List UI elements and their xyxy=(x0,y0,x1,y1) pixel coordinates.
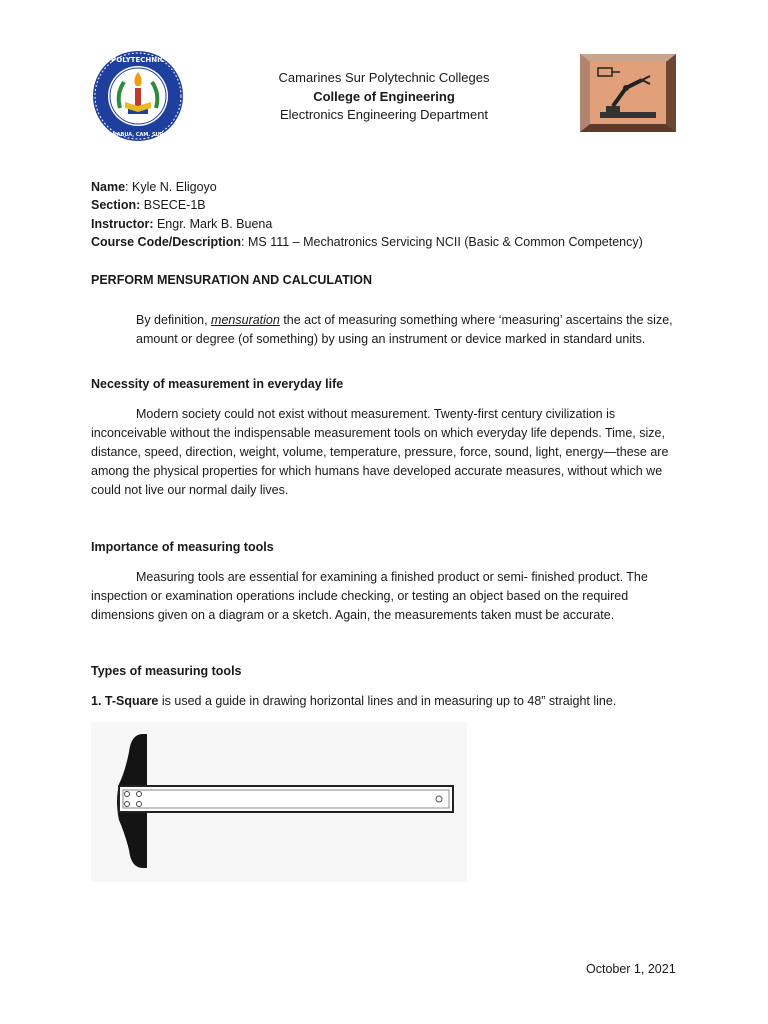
document-date: October 1, 2021 xyxy=(586,962,676,976)
definition-paragraph: By definition, mensuration the act of measuring something where ‘measuring’ ascertains the size, amount or degree (of something) by using an instrument or device marked in standard units. xyxy=(136,313,673,346)
svg-text:NABUA, CAM. SUR: NABUA, CAM. SUR xyxy=(112,132,164,138)
importance-paragraph: Measuring tools are essential for examining a finished product or semi- finished product. The inspection or examination operations include checking, or testing an object based on the required dimensions given on a diagram or a sketch. Again, the measurements taken must be accurate. xyxy=(91,570,648,622)
college-name: College of Engineering xyxy=(313,89,455,104)
mensuration-term: mensuration xyxy=(211,313,280,327)
svg-text:POLYTECHNIC: POLYTECHNIC xyxy=(111,56,165,64)
document-title: PERFORM MENSURATION AND CALCULATION xyxy=(91,273,372,287)
importance-heading: Importance of measuring tools xyxy=(91,540,274,554)
types-heading: Types of measuring tools xyxy=(91,664,242,678)
department-name: Electronics Engineering Department xyxy=(279,107,489,122)
necessity-heading: Necessity of measurement in everyday life xyxy=(91,377,344,391)
course-description: Course Code/Description: MS 111 – Mechatronics Servicing NCII (Basic & Common Competency) xyxy=(91,235,643,249)
t-square-image xyxy=(91,722,467,882)
instructor-name: Instructor: Engr. Mark B. Buena xyxy=(91,217,273,231)
institution-name: Camarines Sur Polytechnic Colleges xyxy=(278,70,490,85)
necessity-paragraph: Modern society could not exist without measurement. Twenty-first century civilization is inconceivable without the indispensable measurement tools on which everyday life depends. Time, size, distance, speed, direction, weight, volume, temperature, pressure, force, sound, light, energy—these are among the physical properties for which humans have developed accurate measures, without which we could not live our normal daily lives. xyxy=(91,407,669,497)
student-name: Name: Kyle N. Eligoyo xyxy=(91,180,217,194)
t-square-description: 1. T-Square is used a guide in drawing horizontal lines and in measuring up to 48” straight line. xyxy=(91,694,617,708)
student-section: Section: BSECE-1B xyxy=(91,198,206,212)
